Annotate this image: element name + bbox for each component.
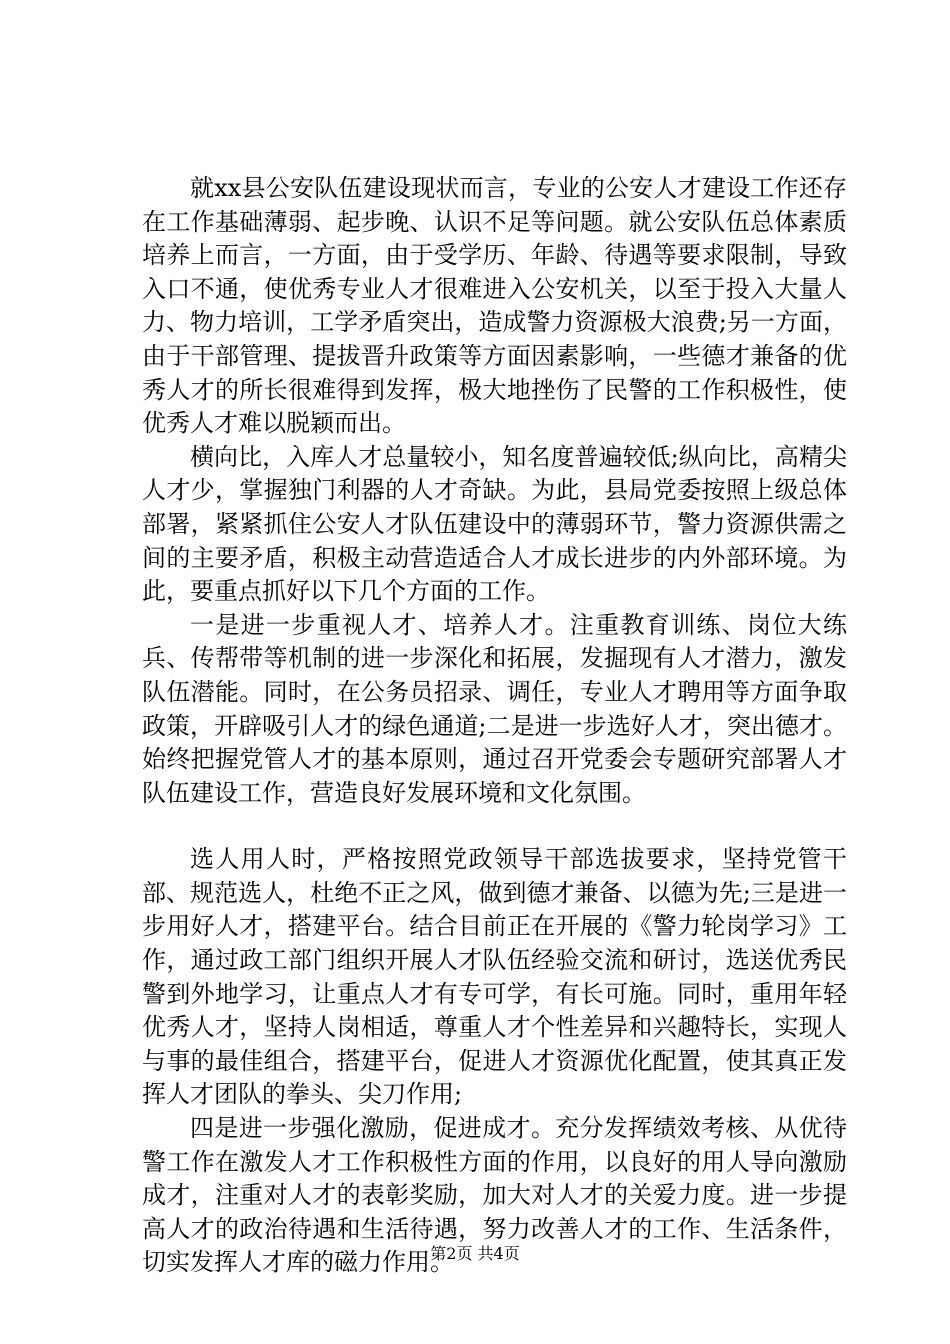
page-footer bbox=[0, 1244, 950, 1264]
document-body bbox=[142, 172, 847, 1280]
paragraph-4: 选人用人时，严格按照党政领导干部选拔要求，坚持党管干部、规范选人，杜绝不正之风，做到德才兼备、以德为先;三是进一步用好人才，搭建平台。结合目前正在开展的《警力轮岗学习》工作，通过政工部门组织开展人才队伍经验交流和研讨，选送优秀民警到外地学习，让重点人才有专可学，有长可施。同时，重用年轻优秀人才，坚持人岗相适，尊重人才个性差异和兴趣特长，实现人与事的最佳组合，搭建平台，促进人才资源优化配置，使其真正发挥人才团队的拳头、尖刀作用; bbox=[142, 845, 847, 1109]
paragraph-5: 四是进一步强化激励，促进成才。充分发挥绩效考核、从优待警工作在激发人才工作积极性方面的作用，以良好的用人导向激励成才，注重对人才的表彰奖励，加大对人才的关爱力度。进一步提高人才的政治待遇和生活待遇，努力改善人才的工作、生活条件，切实发挥人才库的磁力作用。 bbox=[142, 1114, 847, 1277]
page-number: 第2页 共4页 bbox=[430, 1244, 520, 1263]
paragraph-1: 就xx县公安队伍建设现状而言，专业的公安人才建设工作还存在工作基础薄弱、起步晚、认识不足等问题。就公安队伍总体素质培养上而言，一方面，由于受学历、年龄、待遇等要求限制，导致入口不通，使优秀专业人才很难进入公安机关，以至于投入大量人力、物力培训，工学矛盾突出，造成警力资源极大浪费;另一方面，由于干部管理、提拔晋升政策等方面因素影响，一些德才兼备的优秀人才的所长很难得到发挥，极大地挫伤了民警的工作积极性，使优秀人才难以脱颖而出。 bbox=[142, 174, 847, 438]
paragraph-3: 一是进一步重视人才、培养人才。注重教育训练、岗位大练兵、传帮带等机制的进一步深化和拓展，发掘现有人才潜力，激发队伍潜能。同时，在公务员招录、调任，专业人才聘用等方面争取政策，开辟吸引人才的绿色通道;二是进一步选好人才，突出德才。始终把握党管人才的基本原则，通过召开党委会专题研究部署人才队伍建设工作，营造良好发展环境和文化氛围。 bbox=[142, 610, 847, 807]
paragraph-2: 横向比，入库人才总量较小，知名度普遍较低;纵向比，高精尖人才少，掌握独门利器的人才奇缺。为此，县局党委按照上级总体部署，紧紧抓住公安人才队伍建设中的薄弱环节，警力资源供需之间的主要矛盾，积极主动营造适合人才成长进步的内外部环境。为此，要重点抓好以下几个方面的工作。 bbox=[142, 442, 847, 606]
